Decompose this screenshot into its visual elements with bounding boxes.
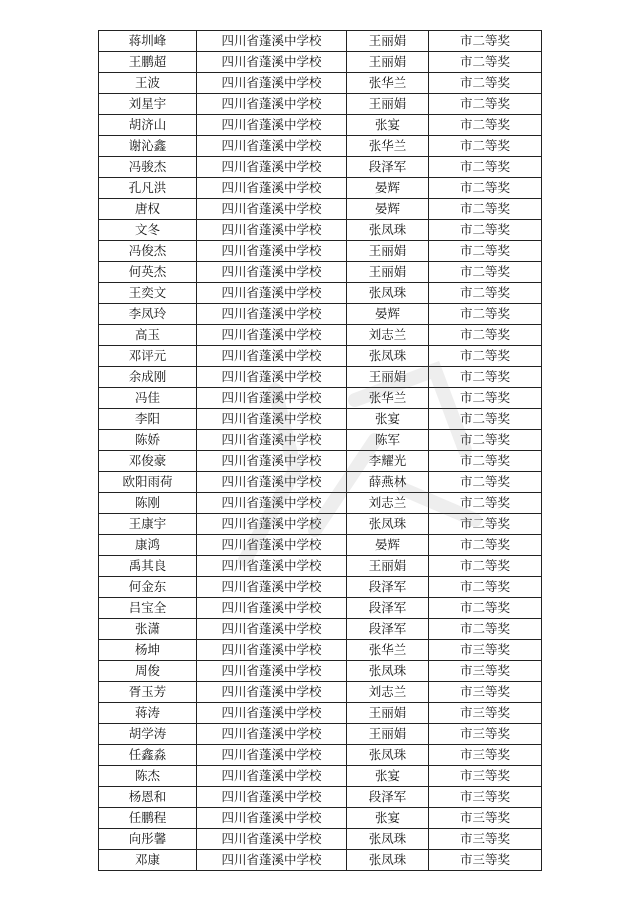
student-name-cell: 向彤馨 (99, 829, 197, 850)
table-row (99, 766, 542, 787)
school-cell: 四川省蓬溪中学校 (197, 241, 347, 262)
table-row (99, 619, 542, 640)
teacher-cell: 陈军 (347, 430, 429, 451)
teacher-cell: 薛燕林 (347, 472, 429, 493)
teacher-cell: 张凤珠 (347, 346, 429, 367)
table-row (99, 241, 542, 262)
table-row (99, 325, 542, 346)
table-row (99, 115, 542, 136)
table-row (99, 94, 542, 115)
teacher-cell: 晏辉 (347, 535, 429, 556)
teacher-cell: 王丽娟 (347, 31, 429, 52)
teacher-cell: 张宴 (347, 115, 429, 136)
table-row (99, 367, 542, 388)
teacher-cell: 张凤珠 (347, 661, 429, 682)
table-row (99, 136, 542, 157)
award-cell: 市二等奖 (429, 52, 542, 73)
teacher-cell: 王丽娟 (347, 94, 429, 115)
award-cell: 市二等奖 (429, 304, 542, 325)
school-cell: 四川省蓬溪中学校 (197, 577, 347, 598)
award-cell: 市二等奖 (429, 409, 542, 430)
awards-table (98, 30, 542, 871)
teacher-cell: 王丽娟 (347, 556, 429, 577)
award-cell: 市二等奖 (429, 241, 542, 262)
table-row (99, 661, 542, 682)
school-cell: 四川省蓬溪中学校 (197, 31, 347, 52)
student-name-cell: 冯俊杰 (99, 241, 197, 262)
school-cell: 四川省蓬溪中学校 (197, 472, 347, 493)
student-name-cell: 周俊 (99, 661, 197, 682)
school-cell: 四川省蓬溪中学校 (197, 136, 347, 157)
school-cell: 四川省蓬溪中学校 (197, 745, 347, 766)
table-row (99, 157, 542, 178)
award-cell: 市二等奖 (429, 598, 542, 619)
award-cell: 市三等奖 (429, 808, 542, 829)
student-name-cell: 刘星宇 (99, 94, 197, 115)
school-cell: 四川省蓬溪中学校 (197, 52, 347, 73)
student-name-cell: 冯骏杰 (99, 157, 197, 178)
table-row (99, 304, 542, 325)
award-cell: 市二等奖 (429, 199, 542, 220)
award-cell: 市二等奖 (429, 388, 542, 409)
school-cell: 四川省蓬溪中学校 (197, 682, 347, 703)
teacher-cell: 王丽娟 (347, 262, 429, 283)
teacher-cell: 王丽娟 (347, 703, 429, 724)
school-cell: 四川省蓬溪中学校 (197, 703, 347, 724)
teacher-cell: 张华兰 (347, 136, 429, 157)
award-cell: 市二等奖 (429, 325, 542, 346)
school-cell: 四川省蓬溪中学校 (197, 850, 347, 871)
award-cell: 市二等奖 (429, 262, 542, 283)
table-row (99, 829, 542, 850)
school-cell: 四川省蓬溪中学校 (197, 367, 347, 388)
student-name-cell: 孔凡洪 (99, 178, 197, 199)
school-cell: 四川省蓬溪中学校 (197, 283, 347, 304)
teacher-cell: 晏辉 (347, 304, 429, 325)
award-cell: 市三等奖 (429, 850, 542, 871)
table-row (99, 703, 542, 724)
student-name-cell: 禹其良 (99, 556, 197, 577)
table-row (99, 850, 542, 871)
school-cell: 四川省蓬溪中学校 (197, 73, 347, 94)
teacher-cell: 张凤珠 (347, 220, 429, 241)
award-cell: 市二等奖 (429, 514, 542, 535)
student-name-cell: 蒋圳峰 (99, 31, 197, 52)
award-cell: 市二等奖 (429, 94, 542, 115)
award-cell: 市二等奖 (429, 556, 542, 577)
student-name-cell: 唐权 (99, 199, 197, 220)
table-row (99, 724, 542, 745)
student-name-cell: 胥玉芳 (99, 682, 197, 703)
student-name-cell: 张潇 (99, 619, 197, 640)
school-cell: 四川省蓬溪中学校 (197, 724, 347, 745)
award-cell: 市二等奖 (429, 577, 542, 598)
teacher-cell: 晏辉 (347, 199, 429, 220)
teacher-cell: 张华兰 (347, 388, 429, 409)
student-name-cell: 王奕文 (99, 283, 197, 304)
student-name-cell: 王波 (99, 73, 197, 94)
student-name-cell: 陈刚 (99, 493, 197, 514)
teacher-cell: 王丽娟 (347, 724, 429, 745)
school-cell: 四川省蓬溪中学校 (197, 556, 347, 577)
teacher-cell: 段泽军 (347, 598, 429, 619)
teacher-cell: 段泽军 (347, 787, 429, 808)
student-name-cell: 胡济山 (99, 115, 197, 136)
school-cell: 四川省蓬溪中学校 (197, 535, 347, 556)
school-cell: 四川省蓬溪中学校 (197, 94, 347, 115)
table-row (99, 73, 542, 94)
school-cell: 四川省蓬溪中学校 (197, 787, 347, 808)
school-cell: 四川省蓬溪中学校 (197, 325, 347, 346)
award-cell: 市二等奖 (429, 73, 542, 94)
student-name-cell: 任鹏程 (99, 808, 197, 829)
school-cell: 四川省蓬溪中学校 (197, 388, 347, 409)
award-cell: 市二等奖 (429, 472, 542, 493)
student-name-cell: 邓康 (99, 850, 197, 871)
teacher-cell: 张宴 (347, 766, 429, 787)
table-row (99, 409, 542, 430)
award-cell: 市二等奖 (429, 283, 542, 304)
student-name-cell: 王康宇 (99, 514, 197, 535)
award-cell: 市三等奖 (429, 787, 542, 808)
student-name-cell: 李凤玲 (99, 304, 197, 325)
school-cell: 四川省蓬溪中学校 (197, 766, 347, 787)
student-name-cell: 陈杰 (99, 766, 197, 787)
awards-table-body (99, 31, 542, 871)
table-row (99, 556, 542, 577)
school-cell: 四川省蓬溪中学校 (197, 199, 347, 220)
teacher-cell: 段泽军 (347, 157, 429, 178)
school-cell: 四川省蓬溪中学校 (197, 640, 347, 661)
school-cell: 四川省蓬溪中学校 (197, 178, 347, 199)
table-row (99, 220, 542, 241)
student-name-cell: 李阳 (99, 409, 197, 430)
student-name-cell: 吕宝全 (99, 598, 197, 619)
table-row (99, 598, 542, 619)
teacher-cell: 刘志兰 (347, 325, 429, 346)
table-row (99, 346, 542, 367)
student-name-cell: 高玉 (99, 325, 197, 346)
teacher-cell: 王丽娟 (347, 241, 429, 262)
school-cell: 四川省蓬溪中学校 (197, 430, 347, 451)
school-cell: 四川省蓬溪中学校 (197, 262, 347, 283)
award-cell: 市三等奖 (429, 724, 542, 745)
table-row (99, 199, 542, 220)
school-cell: 四川省蓬溪中学校 (197, 661, 347, 682)
award-cell: 市二等奖 (429, 220, 542, 241)
award-cell: 市二等奖 (429, 535, 542, 556)
student-name-cell: 余成刚 (99, 367, 197, 388)
teacher-cell: 张凤珠 (347, 283, 429, 304)
school-cell: 四川省蓬溪中学校 (197, 598, 347, 619)
award-cell: 市二等奖 (429, 178, 542, 199)
award-cell: 市二等奖 (429, 115, 542, 136)
table-row (99, 388, 542, 409)
school-cell: 四川省蓬溪中学校 (197, 451, 347, 472)
teacher-cell: 晏辉 (347, 178, 429, 199)
teacher-cell: 李耀光 (347, 451, 429, 472)
award-cell: 市二等奖 (429, 346, 542, 367)
school-cell: 四川省蓬溪中学校 (197, 346, 347, 367)
student-name-cell: 康鸿 (99, 535, 197, 556)
award-cell: 市二等奖 (429, 157, 542, 178)
award-cell: 市三等奖 (429, 829, 542, 850)
teacher-cell: 张凤珠 (347, 745, 429, 766)
teacher-cell: 王丽娟 (347, 367, 429, 388)
student-name-cell: 杨恩和 (99, 787, 197, 808)
student-name-cell: 胡学涛 (99, 724, 197, 745)
award-cell: 市三等奖 (429, 745, 542, 766)
table-row (99, 493, 542, 514)
student-name-cell: 谢沁鑫 (99, 136, 197, 157)
table-row (99, 745, 542, 766)
teacher-cell: 王丽娟 (347, 52, 429, 73)
student-name-cell: 欧阳雨荷 (99, 472, 197, 493)
student-name-cell: 何金东 (99, 577, 197, 598)
table-row (99, 31, 542, 52)
award-cell: 市二等奖 (429, 31, 542, 52)
table-row (99, 283, 542, 304)
student-name-cell: 文冬 (99, 220, 197, 241)
student-name-cell: 冯佳 (99, 388, 197, 409)
teacher-cell: 张凤珠 (347, 829, 429, 850)
school-cell: 四川省蓬溪中学校 (197, 157, 347, 178)
school-cell: 四川省蓬溪中学校 (197, 829, 347, 850)
table-row (99, 640, 542, 661)
school-cell: 四川省蓬溪中学校 (197, 493, 347, 514)
table-row (99, 52, 542, 73)
school-cell: 四川省蓬溪中学校 (197, 220, 347, 241)
student-name-cell: 蒋涛 (99, 703, 197, 724)
award-cell: 市三等奖 (429, 703, 542, 724)
award-cell: 市二等奖 (429, 136, 542, 157)
table-row (99, 808, 542, 829)
table-row (99, 472, 542, 493)
teacher-cell: 张宴 (347, 808, 429, 829)
teacher-cell: 刘志兰 (347, 493, 429, 514)
teacher-cell: 张华兰 (347, 73, 429, 94)
student-name-cell: 王鹏超 (99, 52, 197, 73)
school-cell: 四川省蓬溪中学校 (197, 304, 347, 325)
school-cell: 四川省蓬溪中学校 (197, 409, 347, 430)
teacher-cell: 张凤珠 (347, 514, 429, 535)
award-cell: 市二等奖 (429, 367, 542, 388)
table-row (99, 451, 542, 472)
award-cell: 市三等奖 (429, 640, 542, 661)
table-row (99, 682, 542, 703)
student-name-cell: 何英杰 (99, 262, 197, 283)
teacher-cell: 刘志兰 (347, 682, 429, 703)
student-name-cell: 杨坤 (99, 640, 197, 661)
teacher-cell: 张华兰 (347, 640, 429, 661)
table-row (99, 430, 542, 451)
school-cell: 四川省蓬溪中学校 (197, 115, 347, 136)
award-cell: 市三等奖 (429, 682, 542, 703)
award-cell: 市三等奖 (429, 661, 542, 682)
student-name-cell: 任鑫淼 (99, 745, 197, 766)
table-row (99, 178, 542, 199)
teacher-cell: 段泽军 (347, 577, 429, 598)
award-cell: 市二等奖 (429, 619, 542, 640)
student-name-cell: 陈娇 (99, 430, 197, 451)
award-cell: 市二等奖 (429, 430, 542, 451)
table-row (99, 514, 542, 535)
teacher-cell: 段泽军 (347, 619, 429, 640)
school-cell: 四川省蓬溪中学校 (197, 808, 347, 829)
school-cell: 四川省蓬溪中学校 (197, 619, 347, 640)
table-row (99, 535, 542, 556)
teacher-cell: 张宴 (347, 409, 429, 430)
table-row (99, 577, 542, 598)
table-row (99, 262, 542, 283)
student-name-cell: 邓俊豪 (99, 451, 197, 472)
award-cell: 市三等奖 (429, 766, 542, 787)
school-cell: 四川省蓬溪中学校 (197, 514, 347, 535)
table-row (99, 787, 542, 808)
award-cell: 市二等奖 (429, 493, 542, 514)
award-cell: 市二等奖 (429, 451, 542, 472)
student-name-cell: 邓评元 (99, 346, 197, 367)
teacher-cell: 张凤珠 (347, 850, 429, 871)
